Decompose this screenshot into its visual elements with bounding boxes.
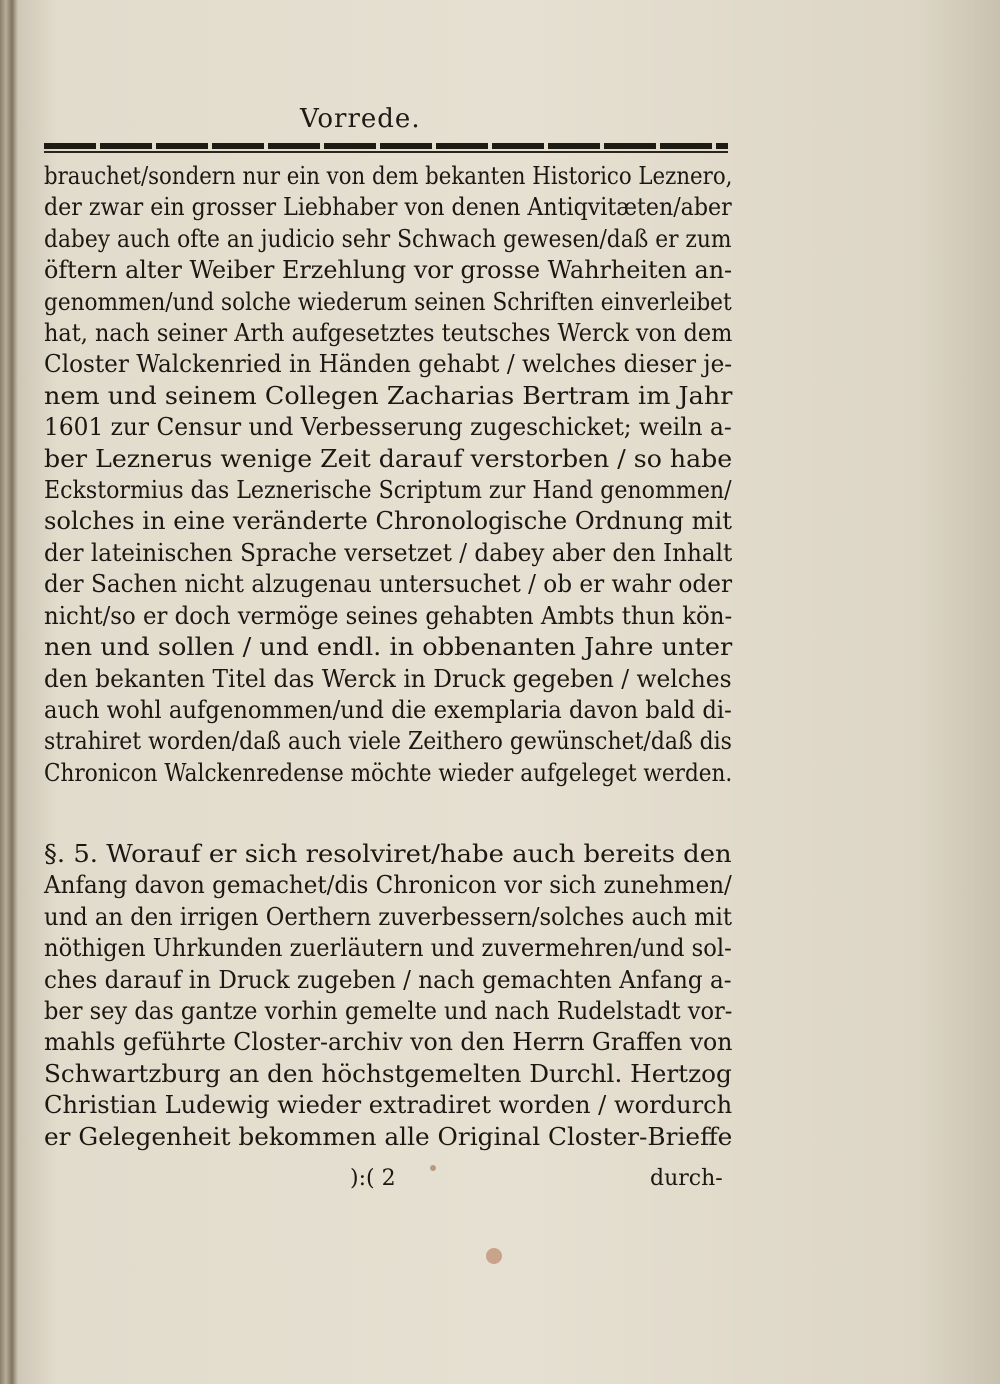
text-line: auch wohl aufgenommen/und die exemplaria davon bald di- <box>44 694 732 724</box>
text-line: solches in eine veränderte Chronologische Ordnung mit <box>44 506 732 536</box>
text-line: strahiret worden/daß auch viele Zeithero gewünschet/daß dis <box>44 726 732 756</box>
catchword: durch- <box>650 1166 723 1191</box>
text-line: ber Leznerus wenige Zeit darauf verstorben / so habe <box>44 443 733 473</box>
signature-mark: ):( 2 <box>350 1166 396 1191</box>
text-line: der zwar ein grosser Liebhaber von denen Antiqvitæten/aber <box>44 192 732 222</box>
header-rule <box>44 143 728 149</box>
text-line: der lateinischen Sprache versetzet / dabey aber den Inhalt <box>44 537 733 567</box>
text-line: mahls geführte Closter-archiv von den Herrn Graffen von <box>44 1027 733 1057</box>
text-line: 1601 zur Censur und Verbesserung zugeschicket; weiln a- <box>44 412 732 442</box>
text-line: nicht/so er doch vermöge seines gehabten Ambts thun kön- <box>44 600 733 630</box>
text-line: Closter Walckenried in Händen gehabt / welches dieser je- <box>44 349 733 379</box>
text-line: Anfang davon gemachet/dis Chronicon vor sich zunehmen/ <box>44 870 732 900</box>
book-gutter <box>0 0 18 1384</box>
text-line: dabey auch ofte an judicio sehr Schwach gewesen/daß er zum <box>44 223 732 253</box>
header-rule-underline <box>44 151 728 153</box>
paragraph-2 <box>44 838 732 1152</box>
text-line: nem und seinem Collegen Zacharias Bertram im Jahr <box>44 380 733 410</box>
paragraph-1 <box>44 160 732 788</box>
paper-stain <box>486 1248 502 1264</box>
text-line: nen und sollen / und endl. in obbenanten Jahre unter <box>44 632 733 662</box>
text-line: ber sey das gantze vorhin gemelte und nach Rudelstadt vor- <box>44 996 733 1026</box>
text-line: den bekanten Titel das Werck in Druck gegeben / welches <box>44 663 732 693</box>
text-line: hat, nach seiner Arth aufgesetztes teutsches Werck von dem <box>44 318 733 348</box>
text-line: Eckstormius das Leznerische Scriptum zur Hand genommen/ <box>44 475 732 505</box>
running-title: Vorrede. <box>300 104 421 134</box>
text-line: brauchet/sondern nur ein von dem bekanten Historico Leznero, <box>44 161 733 190</box>
text-line: Chronicon Walckenredense möchte wieder aufgeleget werden. <box>44 757 733 787</box>
text-line: öftern alter Weiber Erzehlung vor grosse Wahrheiten an- <box>44 255 733 285</box>
text-line: ches darauf in Druck zugeben / nach gemachten Anfang a- <box>44 964 732 994</box>
text-line: und an den irrigen Oerthern zuverbessern/solches auch mit <box>44 901 732 931</box>
text-line: genommen/und solche wiederum seinen Schriften einverleibet <box>44 286 732 316</box>
text-line: der Sachen nicht alzugenau untersuchet / ob er wahr oder <box>44 569 733 599</box>
text-line: §. 5. Worauf er sich resolviret/habe auch bereits den <box>44 839 732 868</box>
text-line: er Gelegenheit bekommen alle Original Closter-Brieffe <box>44 1121 733 1151</box>
paper-stain <box>430 1165 436 1171</box>
text-line: nöthigen Uhrkunden zuerläutern und zuvermehren/und sol- <box>44 933 732 963</box>
text-line: Schwartzburg an den höchstgemelten Durchl. Hertzog <box>44 1058 732 1088</box>
text-line: Christian Ludewig wieder extradiret worden / wordurch <box>44 1090 733 1120</box>
